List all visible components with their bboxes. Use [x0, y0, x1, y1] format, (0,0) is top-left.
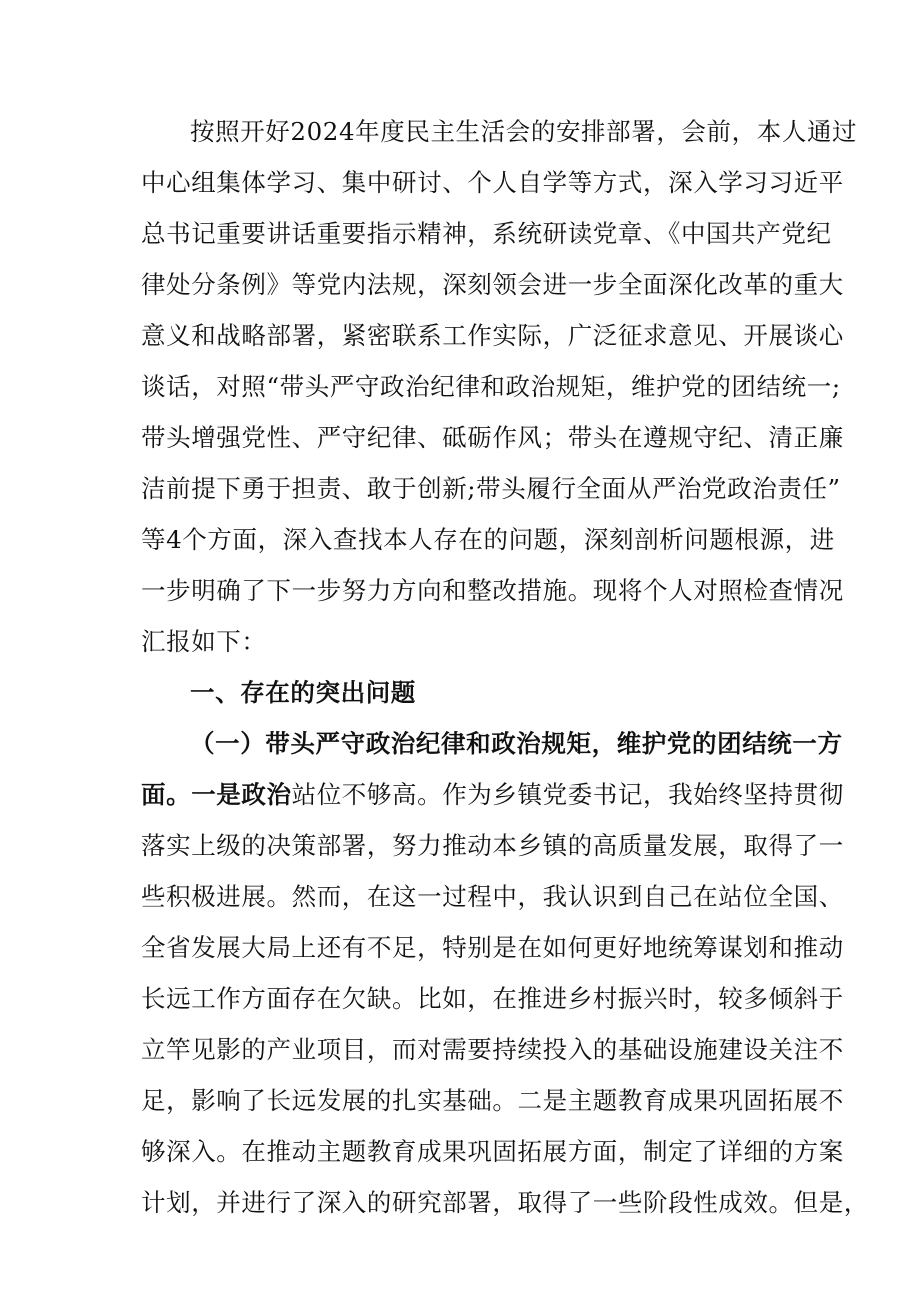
intro-line-5: 意义和战略部署，紧密联系工作实际，广泛征求意见、开展谈心 — [141, 321, 844, 350]
body-line-1: 落实上级的决策部署，努力推动本乡镇的高质量发展，取得了一 — [141, 831, 844, 860]
intro-line-8: 洁前提下勇于担责、敢于创新;带头履行全面从严治党政治责任” — [141, 474, 841, 503]
intro-line-3: 总书记重要讲话重要指示精神，系统研读党章、《中国共产党纪 — [141, 219, 832, 248]
body-line-5: 立竿见影的产业项目，而对需要持续投入的基础设施建设关注不 — [141, 1035, 844, 1064]
intro-line-2: 中心组集体学习、集中研讨、个人自学等方式，深入学习习近平 — [141, 168, 844, 197]
subsection-heading-bold-tail: 面。一是政治 — [141, 780, 292, 809]
body-line-2: 些积极进展。然而，在这一过程中，我认识到自己在站位全国、 — [141, 882, 844, 911]
intro-line-6: 谈话，对照“带头严守政治纪律和政治规矩，维护党的团结统一; — [141, 372, 841, 401]
intro-line-7: 带头增强党性、严守纪律、砥砺作风；带头在遵规守纪、清正廉 — [141, 423, 844, 452]
subsection-heading: （一）带头严守政治纪律和政治规矩，维护党的团结统一方 — [190, 729, 843, 758]
point-one-text: 站位不够高。作为乡镇党委书记，我始终坚持贯彻 — [291, 780, 844, 809]
intro-line-1: 按照开好2024年度民主生活会的安排部署，会前，本人通过 — [190, 117, 858, 146]
intro-line-4: 律处分条例》等党内法规，深刻领会进一步全面深化改革的重大 — [141, 270, 844, 299]
body-line-7: 够深入。在推动主题教育成果巩固拓展方面，制定了详细的方案 — [141, 1137, 844, 1166]
body-line-3: 全省发展大局上还有不足，特别是在如何更好地统筹谋划和推动 — [141, 933, 844, 962]
body-line-4: 长远工作方面存在欠缺。比如，在推进乡村振兴时，较多倾斜于 — [141, 984, 844, 1013]
intro-line-9: 等4个方面，深入查找本人存在的问题，深刻剖析问题根源，进 — [141, 525, 835, 554]
section-heading: 一、存在的突出问题 — [190, 678, 416, 707]
body-line-6: 足，影响了长远发展的扎实基础。二是主题教育成果巩固拓展不 — [141, 1086, 844, 1115]
body-line-8: 计划，并进行了深入的研究部署，取得了一些阶段性成效。但是， — [141, 1188, 869, 1217]
intro-line-10: 一步明确了下一步努力方向和整改措施。现将个人对照检查情况 — [141, 576, 844, 605]
subsection-heading-continuation — [141, 767, 844, 823]
intro-line-11: 汇报如下： — [141, 627, 267, 656]
